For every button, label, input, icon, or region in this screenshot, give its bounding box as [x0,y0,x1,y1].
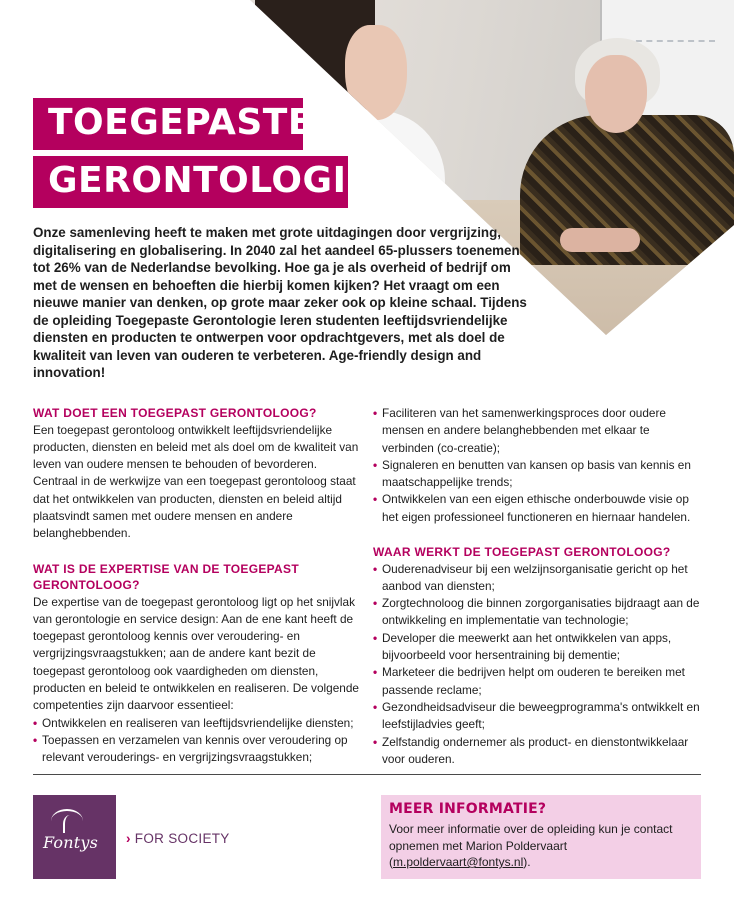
shirt-pin [385,160,397,172]
competence-list [33,715,363,767]
section-heading-where: WAAR WERKT DE TOEGEPAST GERONTOLOOG? [373,545,671,560]
fontys-logo [33,795,116,879]
list-item: • Ouderenadviseur bij een welzijnsorganisatie gericht op het aanbod van diensten; [373,561,703,596]
list-item: • Signaleren en benutten van kansen op basis van kennis en maatschappelijke trends; [373,457,703,492]
list-item: • Marketeer die bedrijven helpt om ouderen te bereiken met passende reclame; [373,664,703,699]
title-line-1: TOEGEPASTE [33,98,303,150]
info-box [381,795,701,879]
section-heading-expertise: WAT IS DE EXPERTISE VAN DE TOEGEPAST GERONTOLOOG? [33,561,299,593]
left-column [33,405,363,767]
list-item: • Faciliteren van het samenwerkingsproces door oudere mensen en andere belanghebbenden met elkaar te verbinden (co-creatie); [373,405,703,457]
email-link[interactable]: m.poldervaart@fontys.nl [393,855,524,869]
list-item: • Ontwikkelen en realiseren van leeftijdsvriendelijke diensten; [33,715,363,732]
intro-paragraph: Onze samenleving heeft te maken met grote uitdagingen door vergrijzing, digitalisering en globalisering. In 2040 zal het aandeel 65-plussers toenemen tot 26% van de Nederlandse bevolking. Hoe ga je als overheid of bedrijf om met de wensen en behoeften die hierbij komen kijken? Het vraagt om een nieuwe manier van denken, op grote maar zeker ook op kleine schaal. Tijdens de opleiding Toegepaste Gerontologie leren studenten leeftijdsvriendelijke diensten en producten te ontwerpen voor opdrachtgevers, met als doel de kwaliteit van leven van ouderen te verbeteren. Age-friendly design and innovation! [33,225,527,380]
elderly-woman-face [585,55,647,133]
elderly-woman-hands [560,228,640,252]
section-heading-what: WAT DOET EEN TOEGEPAST GERONTOLOOG? [33,406,317,420]
section-expertise-para: De expertise van de toegepast gerontoloog ligt op het snijvlak van gerontologie en service design: Aan de ene kant heeft de toegepast gerontoloog kennis over veroudering- en vergrijzingsvraagstukken; aan de andere kant bezit de toegepast gerontoloog ook vaardigheden om diensten, producten en beleid te ontwikkelen en realiseren. De volgende competenties zijn daarvoor essentieel: [33,594,359,713]
list-item: • Toepassen en verzamelen van kennis over veroudering op relevant verouderings- en vergrijzingsvraagstukken; [33,732,363,767]
tagline-text: FOR SOCIETY [134,831,230,846]
footer-divider [33,774,701,775]
logo-swoosh-icon [63,815,77,833]
info-paren-open: ( [389,855,393,869]
logo-wordmark: Fontys [43,833,99,852]
info-text: Voor meer informatie over de opleiding kun je contact opnemen met Marion Poldervaart [389,822,673,853]
list-item: • Ontwikkelen van een eigen ethische onderbouwde visie op het eigen professioneel functioneren en hiernaar handelen. [373,491,703,526]
title-line-2: GERONTOLOGIE [33,156,348,208]
student-face [345,25,407,120]
section-what-para-1: Een toegepast gerontoloog ontwikkelt leeftijdsvriendelijke producten, diensten en beleid met als doel om de kwaliteit van leven van oudere mensen te behouden of bevorderen. [33,422,359,472]
chevron-right-icon: › [126,831,131,846]
list-item: • Zelfstandig ondernemer als product- en dienstontwikkelaar voor ouderen. [373,734,703,769]
info-paren-close: ). [523,855,531,869]
shirt-pin [402,180,412,190]
section-what-para-2: Centraal in de werkwijze van een toegepast gerontoloog staat dat het ontwikkelen van producten, diensten en beleid altijd plaatsvindt samen met oudere mensen en andere belanghebbenden. [33,474,356,541]
list-item: • Developer die meewerkt aan het ontwikkelen van apps, bijvoorbeeld voor hersentraining bij dementie; [373,630,703,665]
tagline [126,831,230,846]
competence-list-continued [373,405,703,526]
workplace-list [373,561,703,769]
list-item: • Zorgtechnoloog die binnen zorgorganisaties bijdraagt aan de ontwikkeling en implementatie van technologie; [373,595,703,630]
list-item: • Gezondheidsadviseur die beweegprogramma's ontwikkelt en leefstijladvies geeft; [373,699,703,734]
info-text-block [389,821,693,871]
info-heading: MEER INFORMATIE? [389,801,547,817]
right-column [373,405,703,768]
